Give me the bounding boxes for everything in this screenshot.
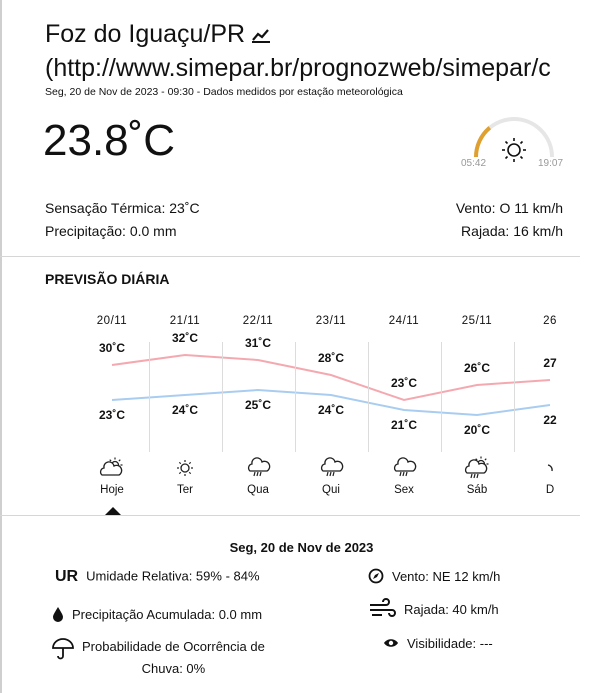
- droplet-icon: [52, 606, 64, 625]
- day-min-temp: 20˚C: [463, 423, 490, 437]
- compass-icon: [368, 568, 384, 587]
- station-url[interactable]: (http://www.simepar.br/prognozweb/simepar/c: [45, 54, 551, 82]
- day-min-temp: 24˚C: [317, 403, 344, 417]
- day-max-temp: 32˚C: [171, 331, 198, 345]
- day-name: Qui: [322, 484, 340, 496]
- station-title: Foz do Iguaçu/PR: [45, 20, 271, 50]
- humidity-row: [55, 568, 260, 586]
- accumulated-precip-row: [52, 606, 262, 625]
- accumulated-precip-text: Precipitação Acumulada: 0.0 mm: [72, 606, 263, 622]
- day-date: 21/11: [169, 315, 201, 327]
- left-border: [0, 0, 2, 693]
- day-max-temp: 28˚C: [317, 351, 344, 365]
- rain-cloud-icon[interactable]: [228, 457, 288, 486]
- day-min-temp: 22: [543, 413, 557, 427]
- day-name: Ter: [177, 484, 193, 496]
- day-min-temp: 23˚C: [98, 408, 125, 422]
- humidity-text: Umidade Relativa: 59% - 84%: [86, 568, 260, 584]
- day-date: 26: [543, 315, 557, 327]
- selected-day-caret: [105, 507, 121, 515]
- daily-forecast-title: PREVISÃO DIÁRIA: [45, 271, 170, 287]
- detail-date-title: Seg, 20 de Nov de 2023: [229, 540, 374, 555]
- measurement-subtitle: Seg, 20 de Nov de 2023 - 09:30 - Dados medidos por estação meteorológica: [45, 86, 403, 98]
- divider: [0, 256, 580, 257]
- day-max-temp: 27: [543, 356, 557, 370]
- day-name: Qua: [247, 484, 269, 496]
- day-divider: [368, 342, 369, 452]
- rain-cloud-icon[interactable]: [374, 457, 434, 486]
- wind: Vento: O 11 km/h: [455, 200, 563, 216]
- chart-trend-icon[interactable]: [251, 21, 271, 50]
- day-max-temp: 26˚C: [463, 361, 490, 375]
- sunrise-time: 05:42: [461, 158, 487, 169]
- current-temperature: 23.8˚C: [43, 116, 176, 165]
- sun-icon[interactable]: [155, 457, 215, 486]
- day-name: Sáb: [466, 484, 488, 496]
- day-date: 24/11: [388, 315, 420, 327]
- precipitation: Precipitação: 0.0 mm: [45, 223, 177, 239]
- gust: Rajada: 16 km/h: [461, 223, 563, 239]
- detail-wind-text: Vento: NE 12 km/h: [392, 568, 501, 584]
- day-name: D: [545, 484, 555, 496]
- day-max-temp: 23˚C: [390, 376, 417, 390]
- partly-cloudy-icon[interactable]: [82, 457, 142, 486]
- day-date: 22/11: [242, 315, 274, 327]
- detail-gust-row: [368, 600, 499, 621]
- daily-forecast-strip[interactable]: [75, 305, 557, 505]
- day-min-temp: 25˚C: [244, 398, 271, 412]
- day-name: Hoje: [100, 484, 124, 496]
- day-divider: [222, 342, 223, 452]
- day-date: 20/11: [96, 315, 128, 327]
- day-divider: [149, 342, 150, 452]
- day-date: 25/11: [461, 315, 493, 327]
- feels-like: Sensação Térmica: 23˚C: [45, 200, 200, 216]
- ur-icon: UR: [55, 568, 79, 585]
- sun-icon: [502, 138, 526, 162]
- day-min-temp: 21˚C: [390, 418, 417, 432]
- day-max-temp: 30˚C: [98, 341, 125, 355]
- day-divider: [441, 342, 442, 452]
- day-date: 23/11: [315, 315, 347, 327]
- day-divider: [514, 342, 515, 452]
- day-divider: [295, 342, 296, 452]
- day-name: Sex: [394, 484, 414, 496]
- sun-rain-cloud-icon[interactable]: [447, 457, 507, 486]
- rain-probability-row: [52, 638, 265, 680]
- detail-wind-row: [368, 568, 500, 587]
- day-min-temp: 24˚C: [171, 403, 198, 417]
- wind-gust-icon: [368, 600, 396, 621]
- visibility-text: Visibilidade: ---: [407, 636, 493, 651]
- sunset-time: 19:07: [538, 158, 564, 169]
- rain-cloud-icon[interactable]: [301, 457, 361, 486]
- rain-probability-text: Probabilidade de Ocorrência de Chuva: 0%: [82, 639, 265, 676]
- partial-icon[interactable]: [520, 457, 580, 486]
- day-max-temp: 31˚C: [244, 336, 271, 350]
- eye-icon: [383, 637, 399, 652]
- umbrella-icon: [52, 638, 74, 663]
- divider: [0, 515, 580, 516]
- visibility-row: [383, 636, 493, 652]
- detail-gust-text: Rajada: 40 km/h: [404, 601, 499, 617]
